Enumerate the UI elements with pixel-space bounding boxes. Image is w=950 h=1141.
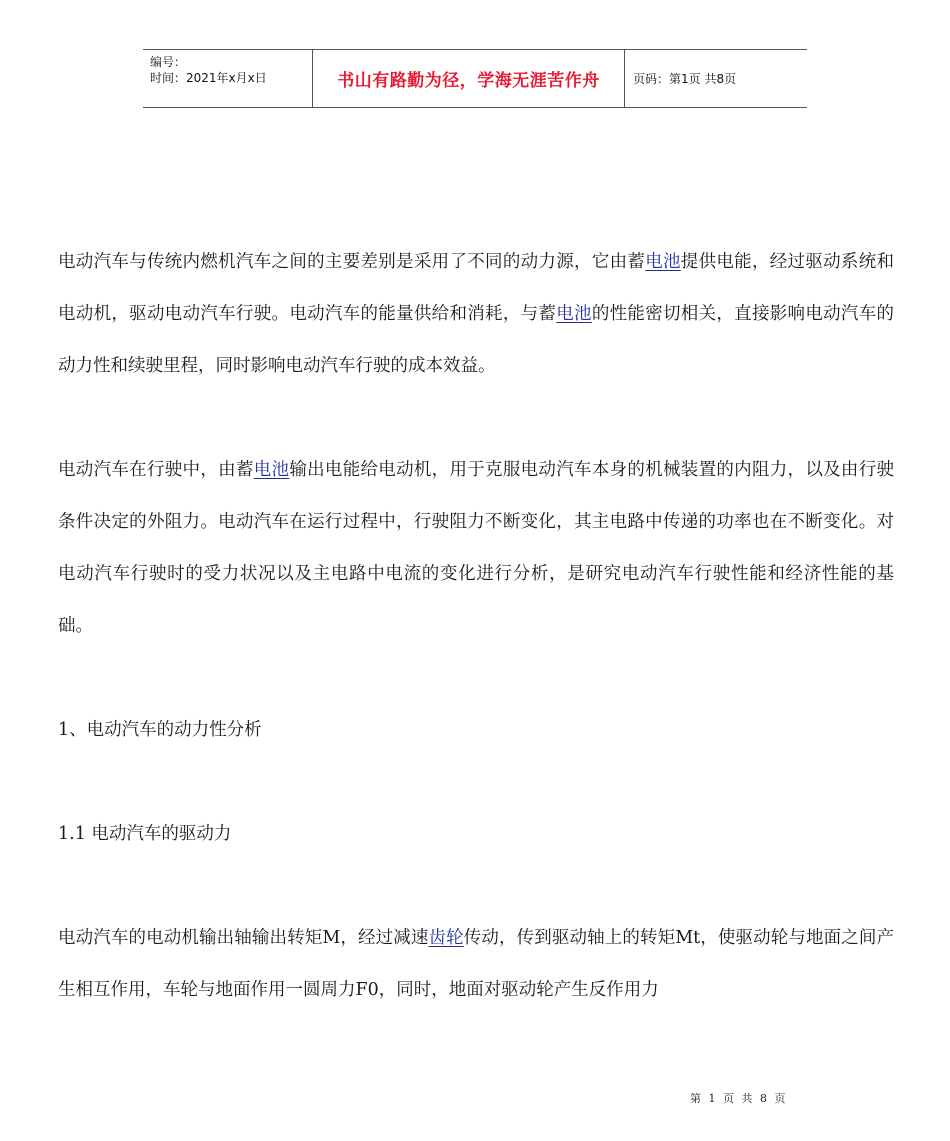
paragraph-spacer [58,860,894,912]
text-run: 输出电能给电动机，用于克服电动汽车本身的机械装置的内阻力，以及由行驶条件决定的外阻力。电动汽车在运行过程中，行驶阻力不断变化，其主电路中传递的功率也在不断变化。对电动汽车行驶时的受力状况以及主电路中电流的变化进行分析，是研究电动汽车行驶性能和经济性能的基础。 [58,460,895,636]
text-run: 的性能密切相关，直接影响电动汽车的动力性和续驶里程，同时影响电动汽车行驶的成本效益。 [58,304,895,376]
page-footer: 第 1 页 共 8 页 [690,1092,788,1105]
header-page-number: 页码：第1页 共8页 [633,72,737,86]
paragraph-1 [58,236,894,392]
paragraph-2 [58,444,894,652]
paragraph-spacer [58,652,894,704]
battery-link[interactable]: 电池 [645,252,681,272]
section-heading-1-1: 1.1 电动汽车的驱动力 [58,824,232,844]
header-info-cell [143,50,313,107]
document-body [58,236,894,1016]
text-run: 电动汽车的电动机输出轴输出转矩M，经过减速 [58,928,429,948]
document-time-label: 时间：2021年x月x日 [150,71,267,85]
paragraph-spacer [58,392,894,444]
page-header [143,49,807,108]
battery-link[interactable]: 电池 [253,460,290,480]
battery-link[interactable]: 电池 [556,304,592,324]
text-run: 传动，传到驱动轴上的转矩Mt，使驱动轮与地面之间产生相互作用，车轮与地面作用一圆周力F0，同时，地面对驱动轮产生反作用力 [58,928,895,1000]
section-heading-1: 1、电动汽车的动力性分析 [58,720,262,740]
gear-link[interactable]: 齿轮 [428,928,464,948]
text-run: 提供电能，经过驱动系统和电动机，驱动电动汽车行驶。电动汽车的能量供给和消耗，与蓄 [58,252,895,324]
text-run: 电动汽车在行驶中，由蓄 [58,460,254,480]
header-motto: 书山有路勤为径，学海无涯苦作舟 [313,50,625,107]
text-run: 电动汽车与传统内燃机汽车之间的主要差别是采用了不同的动力源，它由蓄 [58,252,646,272]
paragraph-spacer [58,756,894,808]
paragraph-3 [58,912,894,1016]
document-number-label: 编号： [150,55,187,69]
